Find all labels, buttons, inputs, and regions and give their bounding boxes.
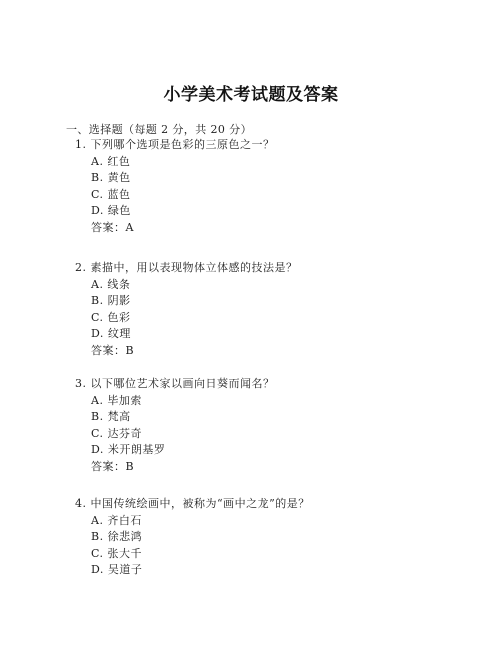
- option-b: B. 梵高: [91, 410, 131, 424]
- option-a: A. 红色: [91, 154, 131, 168]
- question-stem: 1. 下列哪个选项是色彩的三原色之一？: [75, 138, 275, 151]
- question-1: [75, 137, 275, 237]
- question-stem: 2. 素描中，用以表现物体立体感的技法是？: [75, 261, 298, 274]
- option-c: C. 色彩: [91, 310, 131, 324]
- option-c: C. 蓝色: [91, 187, 131, 201]
- option-d: D. 绿色: [91, 204, 131, 218]
- answer: 答案：B: [91, 343, 135, 357]
- option-a: A. 齐白石: [91, 513, 142, 527]
- question-3: [75, 376, 275, 476]
- question-stem: 3. 以下哪位艺术家以画向日葵而闻名？: [75, 377, 275, 390]
- document-title: 小学美术考试题及答案: [163, 85, 339, 105]
- option-d: D. 纹理: [91, 327, 131, 341]
- answer: 答案：A: [91, 220, 134, 234]
- option-b: B. 黄色: [91, 171, 131, 185]
- option-d: D. 米开朗基罗: [91, 443, 166, 457]
- answer: 答案：B: [91, 459, 135, 473]
- option-c: C. 达芬奇: [91, 426, 143, 440]
- section-heading: 一、选择题（每题 2 分，共 20 分）: [66, 123, 252, 136]
- option-a: A. 线条: [91, 277, 131, 291]
- question-stem: 4. 中国传统绘画中，被称为“画中之龙”的是？: [75, 497, 310, 510]
- option-a: A. 毕加索: [91, 393, 142, 407]
- option-c: C. 张大千: [91, 546, 143, 560]
- option-b: B. 阴影: [91, 294, 131, 308]
- question-4: [75, 496, 310, 579]
- option-d: D. 吴道子: [91, 563, 143, 577]
- option-b: B. 徐悲鸿: [91, 530, 143, 544]
- question-2: [75, 260, 298, 360]
